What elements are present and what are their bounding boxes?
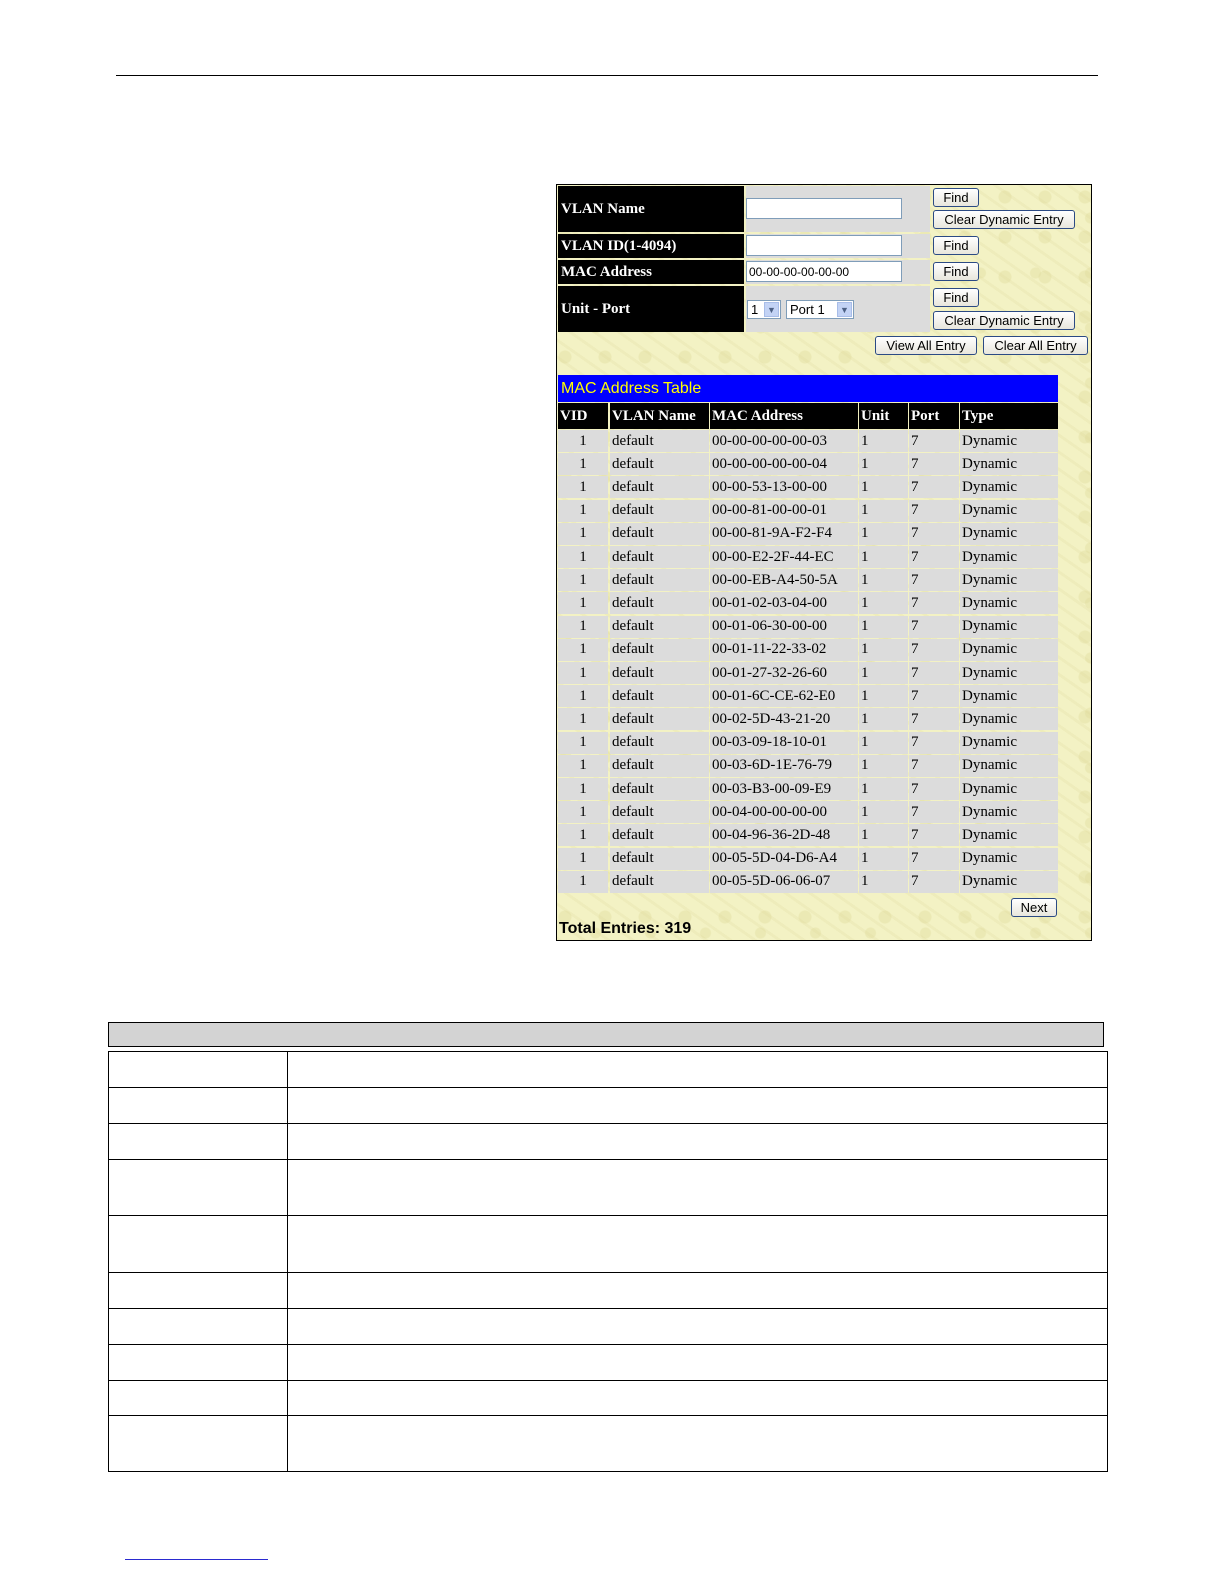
- chevron-down-icon[interactable]: ▼: [764, 302, 779, 317]
- table-cell: [109, 1381, 288, 1416]
- cell-vlan-name: default: [610, 592, 709, 614]
- cell-vid: 1: [558, 476, 608, 498]
- cell-vid: 1: [558, 848, 608, 870]
- cell-vlan-name: default: [610, 848, 709, 870]
- cell-port: 7: [909, 476, 959, 498]
- cell-mac-address: 00-01-6C-CE-62-E0: [710, 685, 858, 707]
- cell-type: Dynamic: [960, 430, 1058, 452]
- cell-port: 7: [909, 430, 959, 452]
- cell-mac-address: 00-00-53-13-00-00: [710, 476, 858, 498]
- cell-type: Dynamic: [960, 592, 1058, 614]
- cell-unit: 1: [859, 453, 908, 475]
- cell-type: Dynamic: [960, 708, 1058, 730]
- cell-vid: 1: [558, 871, 608, 893]
- table-row: [558, 732, 1058, 754]
- cell-vlan-name: default: [610, 639, 709, 661]
- cell-type: Dynamic: [960, 523, 1058, 545]
- cell-port: 7: [909, 546, 959, 568]
- cell-vid: 1: [558, 732, 608, 754]
- cell-mac-address: 00-04-96-36-2D-48: [710, 824, 858, 846]
- find-vlan-name-button[interactable]: Find: [933, 188, 979, 207]
- cell-vlan-name: default: [610, 871, 709, 893]
- cell-vlan-name: default: [610, 569, 709, 591]
- col-header-vlan-name: VLAN Name: [610, 403, 709, 429]
- table-cell: [109, 1216, 288, 1273]
- table-cell: [109, 1052, 288, 1088]
- cell-vid: 1: [558, 430, 608, 452]
- table-cell: [288, 1381, 1108, 1416]
- cell-vid: 1: [558, 500, 608, 522]
- cell-type: Dynamic: [960, 755, 1058, 777]
- cell-vlan-name: default: [610, 685, 709, 707]
- table-row: [558, 755, 1058, 777]
- cell-mac-address: 00-01-06-30-00-00: [710, 616, 858, 638]
- cell-mac-address: 00-00-EB-A4-50-5A: [710, 569, 858, 591]
- unit-select-value: 1: [751, 302, 759, 317]
- cell-mac-address: 00-03-09-18-10-01: [710, 732, 858, 754]
- cell-vid: 1: [558, 778, 608, 800]
- table-cell: [288, 1416, 1108, 1472]
- col-header-mac-address: MAC Address: [710, 403, 858, 429]
- cell-unit: 1: [859, 824, 908, 846]
- cell-mac-address: 00-00-81-00-00-01: [710, 500, 858, 522]
- cell-type: Dynamic: [960, 546, 1058, 568]
- header-rule: [116, 75, 1098, 76]
- table-row: [558, 476, 1058, 498]
- table-cell: [288, 1052, 1108, 1088]
- cell-vid: 1: [558, 662, 608, 684]
- table-cell: [109, 1273, 288, 1309]
- cell-port: 7: [909, 824, 959, 846]
- cell-type: Dynamic: [960, 824, 1058, 846]
- description-table-header: [108, 1022, 1104, 1047]
- find-mac-address-button[interactable]: Find: [933, 262, 979, 281]
- table-row: [558, 871, 1058, 893]
- table-title: MAC Address Table: [558, 375, 1058, 402]
- table-row: [558, 685, 1058, 707]
- cell-mac-address: 00-02-5D-43-21-20: [710, 708, 858, 730]
- cell-type: Dynamic: [960, 801, 1058, 823]
- cell-vid: 1: [558, 592, 608, 614]
- table-row: [558, 616, 1058, 638]
- cell-unit: 1: [859, 801, 908, 823]
- cell-vlan-name: default: [610, 801, 709, 823]
- cell-vid: 1: [558, 523, 608, 545]
- cell-port: 7: [909, 639, 959, 661]
- cell-mac-address: 00-03-6D-1E-76-79: [710, 755, 858, 777]
- cell-vid: 1: [558, 708, 608, 730]
- table-cell: [288, 1309, 1108, 1345]
- cell-vlan-name: default: [610, 662, 709, 684]
- table-row: [558, 708, 1058, 730]
- table-row: [558, 848, 1058, 870]
- cell-vlan-name: default: [610, 708, 709, 730]
- cell-unit: 1: [859, 430, 908, 452]
- cell-type: Dynamic: [960, 616, 1058, 638]
- table-row: [558, 801, 1058, 823]
- next-button[interactable]: Next: [1011, 898, 1057, 917]
- cell-mac-address: 00-00-00-00-00-04: [710, 453, 858, 475]
- clear-all-entry-button[interactable]: Clear All Entry: [983, 336, 1088, 355]
- cell-port: 7: [909, 662, 959, 684]
- cell-type: Dynamic: [960, 732, 1058, 754]
- table-cell: [288, 1345, 1108, 1381]
- cell-mac-address: 00-00-81-9A-F2-F4: [710, 523, 858, 545]
- cell-unit: 1: [859, 685, 908, 707]
- cell-unit: 1: [859, 662, 908, 684]
- mac-address-input[interactable]: [746, 261, 902, 282]
- cell-vlan-name: default: [610, 476, 709, 498]
- cell-vid: 1: [558, 824, 608, 846]
- cell-mac-address: 00-05-5D-06-06-07: [710, 871, 858, 893]
- table-cell: [109, 1088, 288, 1124]
- vlan-name-label: VLAN Name: [558, 186, 744, 232]
- cell-unit: 1: [859, 848, 908, 870]
- cell-port: 7: [909, 453, 959, 475]
- cell-unit: 1: [859, 639, 908, 661]
- cell-port: 7: [909, 500, 959, 522]
- col-header-vid: VID: [558, 403, 608, 429]
- vlan-id-input[interactable]: [746, 235, 902, 256]
- cell-vlan-name: default: [610, 732, 709, 754]
- cell-vlan-name: default: [610, 616, 709, 638]
- table-row: [558, 430, 1058, 452]
- table-row: [558, 592, 1058, 614]
- cell-vlan-name: default: [610, 523, 709, 545]
- cell-unit: 1: [859, 500, 908, 522]
- vlan-id-label: VLAN ID(1-4094): [558, 234, 744, 258]
- cell-unit: 1: [859, 476, 908, 498]
- table-cell: [109, 1160, 288, 1216]
- table-row: [558, 500, 1058, 522]
- cell-type: Dynamic: [960, 778, 1058, 800]
- footer-link-underline[interactable]: [125, 1559, 268, 1560]
- cell-vlan-name: default: [610, 430, 709, 452]
- cell-type: Dynamic: [960, 500, 1058, 522]
- cell-vlan-name: default: [610, 546, 709, 568]
- cell-port: 7: [909, 708, 959, 730]
- cell-unit: 1: [859, 871, 908, 893]
- cell-unit: 1: [859, 732, 908, 754]
- cell-vlan-name: default: [610, 778, 709, 800]
- cell-mac-address: 00-03-B3-00-09-E9: [710, 778, 858, 800]
- find-vlan-id-button[interactable]: Find: [933, 236, 979, 255]
- cell-vlan-name: default: [610, 453, 709, 475]
- cell-port: 7: [909, 523, 959, 545]
- col-header-port: Port: [909, 403, 959, 429]
- cell-vid: 1: [558, 569, 608, 591]
- cell-type: Dynamic: [960, 639, 1058, 661]
- table-cell: [288, 1088, 1108, 1124]
- cell-type: Dynamic: [960, 848, 1058, 870]
- clear-dynamic-entry-port-button[interactable]: Clear Dynamic Entry: [933, 311, 1075, 330]
- cell-port: 7: [909, 848, 959, 870]
- cell-type: Dynamic: [960, 476, 1058, 498]
- cell-vlan-name: default: [610, 755, 709, 777]
- cell-mac-address: 00-01-02-03-04-00: [710, 592, 858, 614]
- cell-vid: 1: [558, 546, 608, 568]
- table-cell: [109, 1309, 288, 1345]
- table-cell: [288, 1216, 1108, 1273]
- table-cell: [288, 1160, 1108, 1216]
- unit-port-label: Unit - Port: [558, 286, 744, 332]
- cell-port: 7: [909, 755, 959, 777]
- cell-unit: 1: [859, 546, 908, 568]
- cell-port: 7: [909, 871, 959, 893]
- mac-address-label: MAC Address: [558, 260, 744, 284]
- cell-port: 7: [909, 569, 959, 591]
- table-row: [558, 523, 1058, 545]
- vlan-name-input[interactable]: [746, 198, 902, 219]
- table-cell: [109, 1345, 288, 1381]
- cell-type: Dynamic: [960, 662, 1058, 684]
- cell-port: 7: [909, 778, 959, 800]
- cell-unit: 1: [859, 616, 908, 638]
- table-cell: [109, 1124, 288, 1160]
- port-select-value: Port 1: [790, 302, 825, 317]
- cell-mac-address: 00-05-5D-04-D6-A4: [710, 848, 858, 870]
- cell-vlan-name: default: [610, 500, 709, 522]
- cell-vid: 1: [558, 616, 608, 638]
- total-entries: Total Entries: 319: [559, 920, 692, 937]
- cell-port: 7: [909, 801, 959, 823]
- table-row: [558, 453, 1058, 475]
- cell-type: Dynamic: [960, 871, 1058, 893]
- cell-type: Dynamic: [960, 453, 1058, 475]
- table-row: [558, 778, 1058, 800]
- cell-port: 7: [909, 732, 959, 754]
- cell-mac-address: 00-04-00-00-00-00: [710, 801, 858, 823]
- cell-vid: 1: [558, 685, 608, 707]
- cell-port: 7: [909, 592, 959, 614]
- table-row: [558, 569, 1058, 591]
- cell-vid: 1: [558, 639, 608, 661]
- table-cell: [288, 1273, 1108, 1309]
- table-row: [558, 639, 1058, 661]
- cell-unit: 1: [859, 778, 908, 800]
- table-cell: [288, 1124, 1108, 1160]
- cell-mac-address: 00-00-00-00-00-03: [710, 430, 858, 452]
- cell-vid: 1: [558, 453, 608, 475]
- unit-select[interactable]: [747, 300, 781, 319]
- table-row: [558, 662, 1058, 684]
- cell-type: Dynamic: [960, 569, 1058, 591]
- cell-unit: 1: [859, 523, 908, 545]
- table-row: [558, 546, 1058, 568]
- port-select[interactable]: [786, 300, 854, 319]
- cell-mac-address: 00-00-E2-2F-44-EC: [710, 546, 858, 568]
- cell-unit: 1: [859, 592, 908, 614]
- col-header-unit: Unit: [859, 403, 908, 429]
- chevron-down-icon[interactable]: ▼: [837, 302, 852, 317]
- cell-vid: 1: [558, 755, 608, 777]
- table-cell: [109, 1416, 288, 1472]
- table-row: [558, 824, 1058, 846]
- find-unit-port-button[interactable]: Find: [933, 288, 979, 307]
- clear-dynamic-entry-vlan-button[interactable]: Clear Dynamic Entry: [933, 210, 1075, 229]
- cell-port: 7: [909, 616, 959, 638]
- cell-mac-address: 00-01-11-22-33-02: [710, 639, 858, 661]
- cell-type: Dynamic: [960, 685, 1058, 707]
- cell-unit: 1: [859, 755, 908, 777]
- view-all-entry-button[interactable]: View All Entry: [875, 336, 977, 355]
- cell-mac-address: 00-01-27-32-26-60: [710, 662, 858, 684]
- col-header-type: Type: [960, 403, 1058, 429]
- cell-unit: 1: [859, 569, 908, 591]
- cell-vid: 1: [558, 801, 608, 823]
- cell-unit: 1: [859, 708, 908, 730]
- description-table: [108, 1051, 1108, 1472]
- cell-vlan-name: default: [610, 824, 709, 846]
- cell-port: 7: [909, 685, 959, 707]
